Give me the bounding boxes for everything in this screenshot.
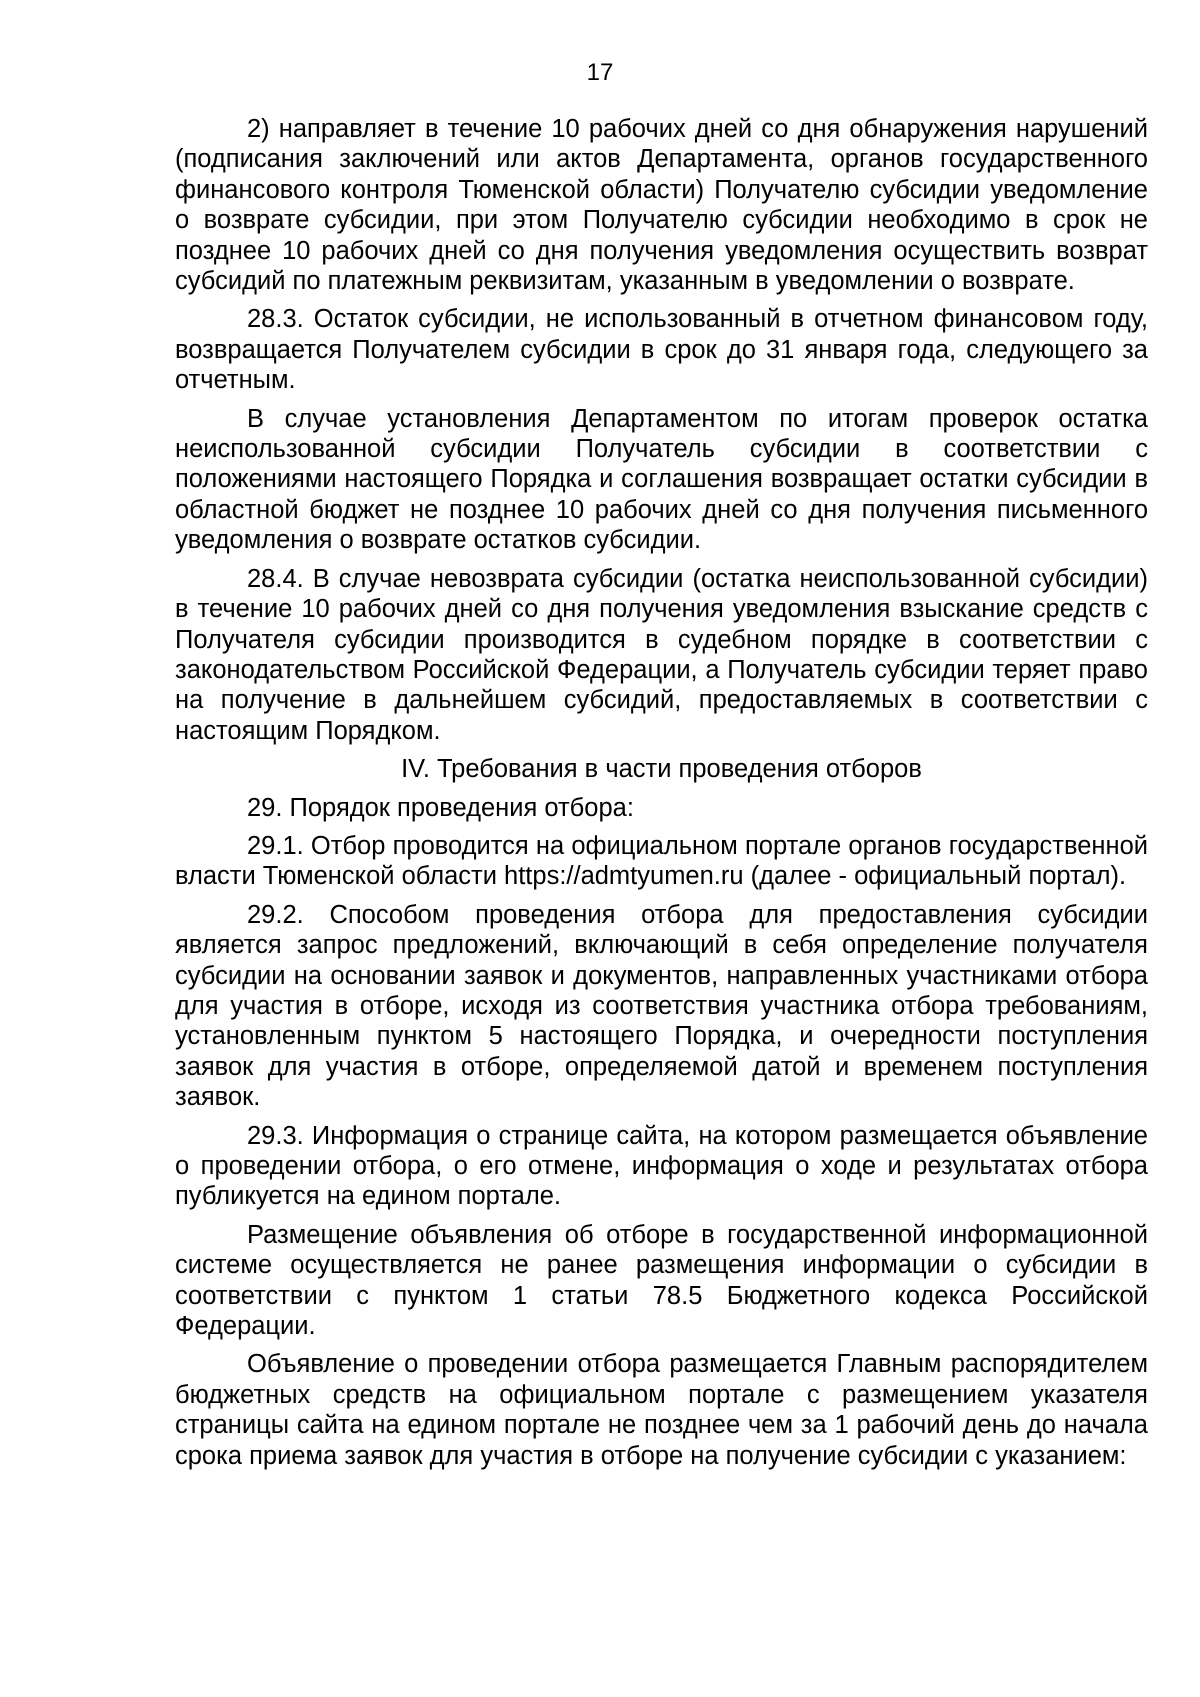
paragraph-29: 29. Порядок проведения отбора: [247, 793, 634, 822]
paragraph-28-4: 28.4. В случае невозврата субсидии (остатка неиспользованной субсидии) в течение 10 рабочих дней со дня получения уведомления взыскание средств с Получателя субсидии производится в судебном порядке в соответствии с законодательством Российской Федерации, а Получатель субсидии теряет право на получение в дальнейшем субсидий, предоставляемых в соответствии с настоящим Порядком. [175, 564, 1148, 745]
paragraph-29-2: 29.2. Способом проведения отбора для предоставления субсидии является запрос предложений, включающий в себя определение получателя субсидии на основании заявок и документов, направленных участниками отбора для участия в отборе, исходя из соответствия участника отбора требованиям, установленным пунктом 5 настоящего Порядка, и очередности поступления заявок для участия в отборе, определяемой датой и временем поступления заявок. [175, 900, 1148, 1112]
paragraph-item-2-notification: 2) направляет в течение 10 рабочих дней со дня обнаружения нарушений (подписания заключений или актов Департамента, органов государственного финансового контроля Тюменской области) Получателю субсидии уведомление о возврате субсидии, при этом Получателю субсидии необходимо в срок не позднее 10 рабочих дней со дня получения уведомления осуществить возврат субсидий по платежным реквизитам, указанным в уведомлении о возврате. [175, 115, 1148, 296]
paragraph-29-3: 29.3. Информация о странице сайта, на котором размещается объявление о проведении отбора, о его отмене, информация о ходе и результатах отбора публикуется на едином портале. [175, 1121, 1148, 1211]
section-heading-iv: IV. Требования в части проведения отборов [401, 755, 922, 784]
paragraph-placement-gis: Размещение объявления об отборе в государственной информационной системе осуществляется не ранее размещения информации о субсидии в соответствии с пунктом 1 статьи 78.5 Бюджетного кодекса Российской Федерации. [175, 1220, 1148, 1341]
document-body [175, 114, 1148, 1479]
paragraph-28-3: 28.3. Остаток субсидии, не использованный в отчетном финансовом году, возвращается Получателем субсидии в срок до 31 января года, следующего за отчетным. [175, 305, 1148, 395]
paragraph-29-1: 29.1. Отбор проводится на официальном портале органов государственной власти Тюменской области https://admtyumen.ru (далее - официальный портал). [175, 831, 1148, 891]
page-number: 17 [586, 59, 614, 86]
paragraph-remaining-subsidy: В случае установления Департаментом по итогам проверок остатка неиспользованной субсидии Получатель субсидии в соответствии с положениями настоящего Порядка и соглашения возвращает остатки субсидии в областной бюджет не позднее 10 рабочих дней со дня получения письменного уведомления о возврате остатков субсидии. [175, 404, 1148, 555]
paragraph-announcement: Объявление о проведении отбора размещается Главным распорядителем бюджетных средств на официальном портале с размещением указателя страницы сайта на едином портале не позднее чем за 1 рабочий день до начала срока приема заявок для участия в отборе на получение субсидии с указанием: [175, 1350, 1148, 1470]
